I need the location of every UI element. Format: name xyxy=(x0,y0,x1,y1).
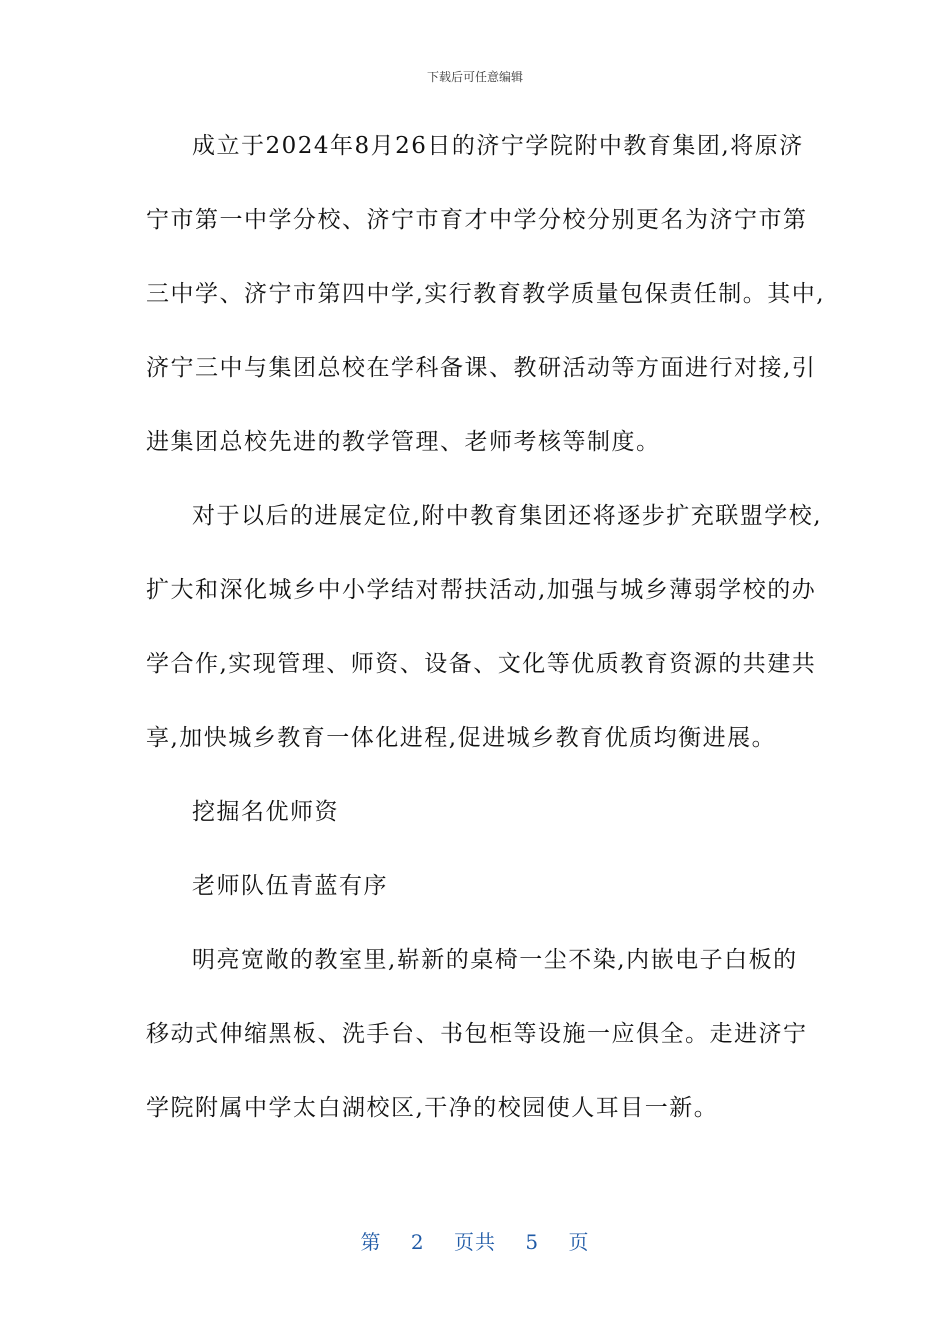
section-subheading: 老师队伍青蓝有序 xyxy=(192,873,388,899)
text-line: 扩大和深化城乡中小学结对帮扶活动,加强与城乡薄弱学校的办 xyxy=(146,577,817,603)
text-line: 明亮宽敞的教室里,崭新的桌椅一尘不染,内嵌电子白板的 xyxy=(192,947,798,973)
footer-middle: 页共 xyxy=(454,1230,496,1254)
current-page-number: 2 xyxy=(410,1230,425,1254)
footer-suffix: 页 xyxy=(568,1230,590,1254)
text-line: 宁市第一中学分校、济宁市育才中学分校分别更名为济宁市第 xyxy=(146,207,808,233)
text-line: 三中学、济宁市第四中学,实行教育教学质量包保责任制。其中, xyxy=(146,281,826,307)
text-line: 济宁三中与集团总校在学科备课、教研活动等方面进行对接,引 xyxy=(146,355,817,381)
text-line: 学合作,实现管理、师资、设备、文化等优质教育资源的共建共 xyxy=(146,651,817,677)
header-note: 下载后可任意编辑 xyxy=(426,70,523,84)
text-line: 享,加快城乡教育一体化进程,促进城乡教育优质均衡进展。 xyxy=(146,725,777,751)
text-line: 移动式伸缩黑板、洗手台、书包柜等设施一应俱全。走进济宁 xyxy=(146,1021,808,1047)
footer-prefix: 第 xyxy=(360,1230,382,1254)
text-line: 学院附属中学太白湖校区,干净的校园使人耳目一新。 xyxy=(146,1095,719,1121)
section-heading: 挖掘名优师资 xyxy=(192,799,339,825)
total-pages-number: 5 xyxy=(525,1230,540,1254)
text-line: 对于以后的进展定位,附中教育集团还将逐步扩充联盟学校, xyxy=(192,503,823,529)
body-text xyxy=(146,124,826,1160)
text-line: 进集团总校先进的教学管理、老师考核等制度。 xyxy=(146,429,661,455)
page-footer xyxy=(0,1226,950,1255)
text-line: 成立于2024年8月26日的济宁学院附中教育集团,将原济 xyxy=(192,133,804,159)
